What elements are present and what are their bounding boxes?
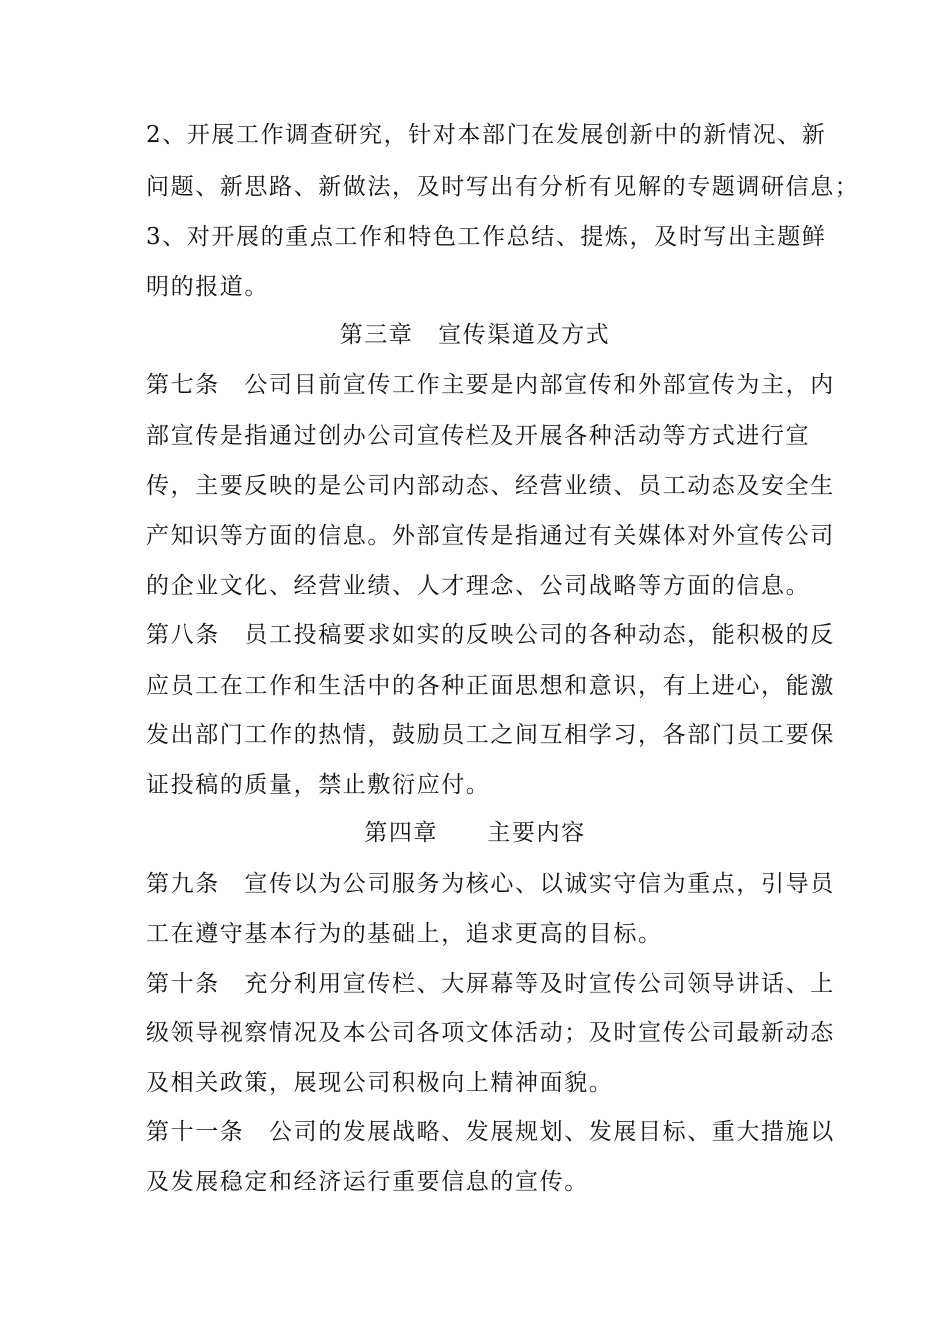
paragraph-line: 传，主要反映的是公司内部动态、经营业绩、员工动态及安全生 <box>146 473 835 499</box>
paragraph-line: 第十条 充分利用宣传栏、大屏幕等及时宣传公司领导讲话、上 <box>146 971 835 997</box>
paragraph-line: 部宣传是指通过创办公司宣传栏及开展各种活动等方式进行宣 <box>146 423 811 449</box>
paragraph-line: 第十一条 公司的发展战略、发展规划、发展目标、重大措施以 <box>146 1119 835 1145</box>
paragraph-line: 第八条 员工投稿要求如实的反映公司的各种动态，能积极的反 <box>146 622 835 648</box>
paragraph-line: 2、开展工作调查研究，针对本部门在发展创新中的新情况、新 <box>146 122 827 148</box>
paragraph-line: 及相关政策，展现公司积极向上精神面貌。 <box>146 1070 614 1096</box>
paragraph-line: 及发展稳定和经济运行重要信息的宣传。 <box>146 1169 589 1195</box>
paragraph-line: 第七条 公司目前宣传工作主要是内部宣传和外部宣传为主，内 <box>146 372 835 398</box>
paragraph-line: 级领导视察情况及本公司各项文体活动；及时宣传公司最新动态 <box>146 1020 835 1046</box>
paragraph-line: 产知识等方面的信息。外部宣传是指通过有关媒体对外宣传公司 <box>146 523 835 549</box>
paragraph-line: 明的报道。 <box>146 274 269 300</box>
paragraph-line: 工在遵守基本行为的基础上，追求更高的目标。 <box>146 921 663 947</box>
paragraph-line: 3、对开展的重点工作和特色工作总结、提炼，及时写出主题鲜 <box>146 224 827 250</box>
paragraph-line: 的企业文化、经营业绩、人才理念、公司战略等方面的信息。 <box>146 573 811 599</box>
paragraph-line: 证投稿的质量，禁止敷衍应付。 <box>146 772 491 798</box>
paragraph-line: 第九条 宣传以为公司服务为核心、以诚实守信为重点，引导员 <box>146 871 835 897</box>
paragraph-line: 问题、新思路、新做法，及时写出有分析有见解的专题调研信息； <box>146 174 860 200</box>
chapter-heading: 第三章 宣传渠道及方式 <box>339 322 611 348</box>
paragraph-line: 应员工在工作和生活中的各种正面思想和意识，有上进心，能激 <box>146 673 835 699</box>
chapter-heading: 第四章 主要内容 <box>364 820 586 846</box>
paragraph-line: 发出部门工作的热情，鼓励员工之间互相学习，各部门员工要保 <box>146 722 835 748</box>
